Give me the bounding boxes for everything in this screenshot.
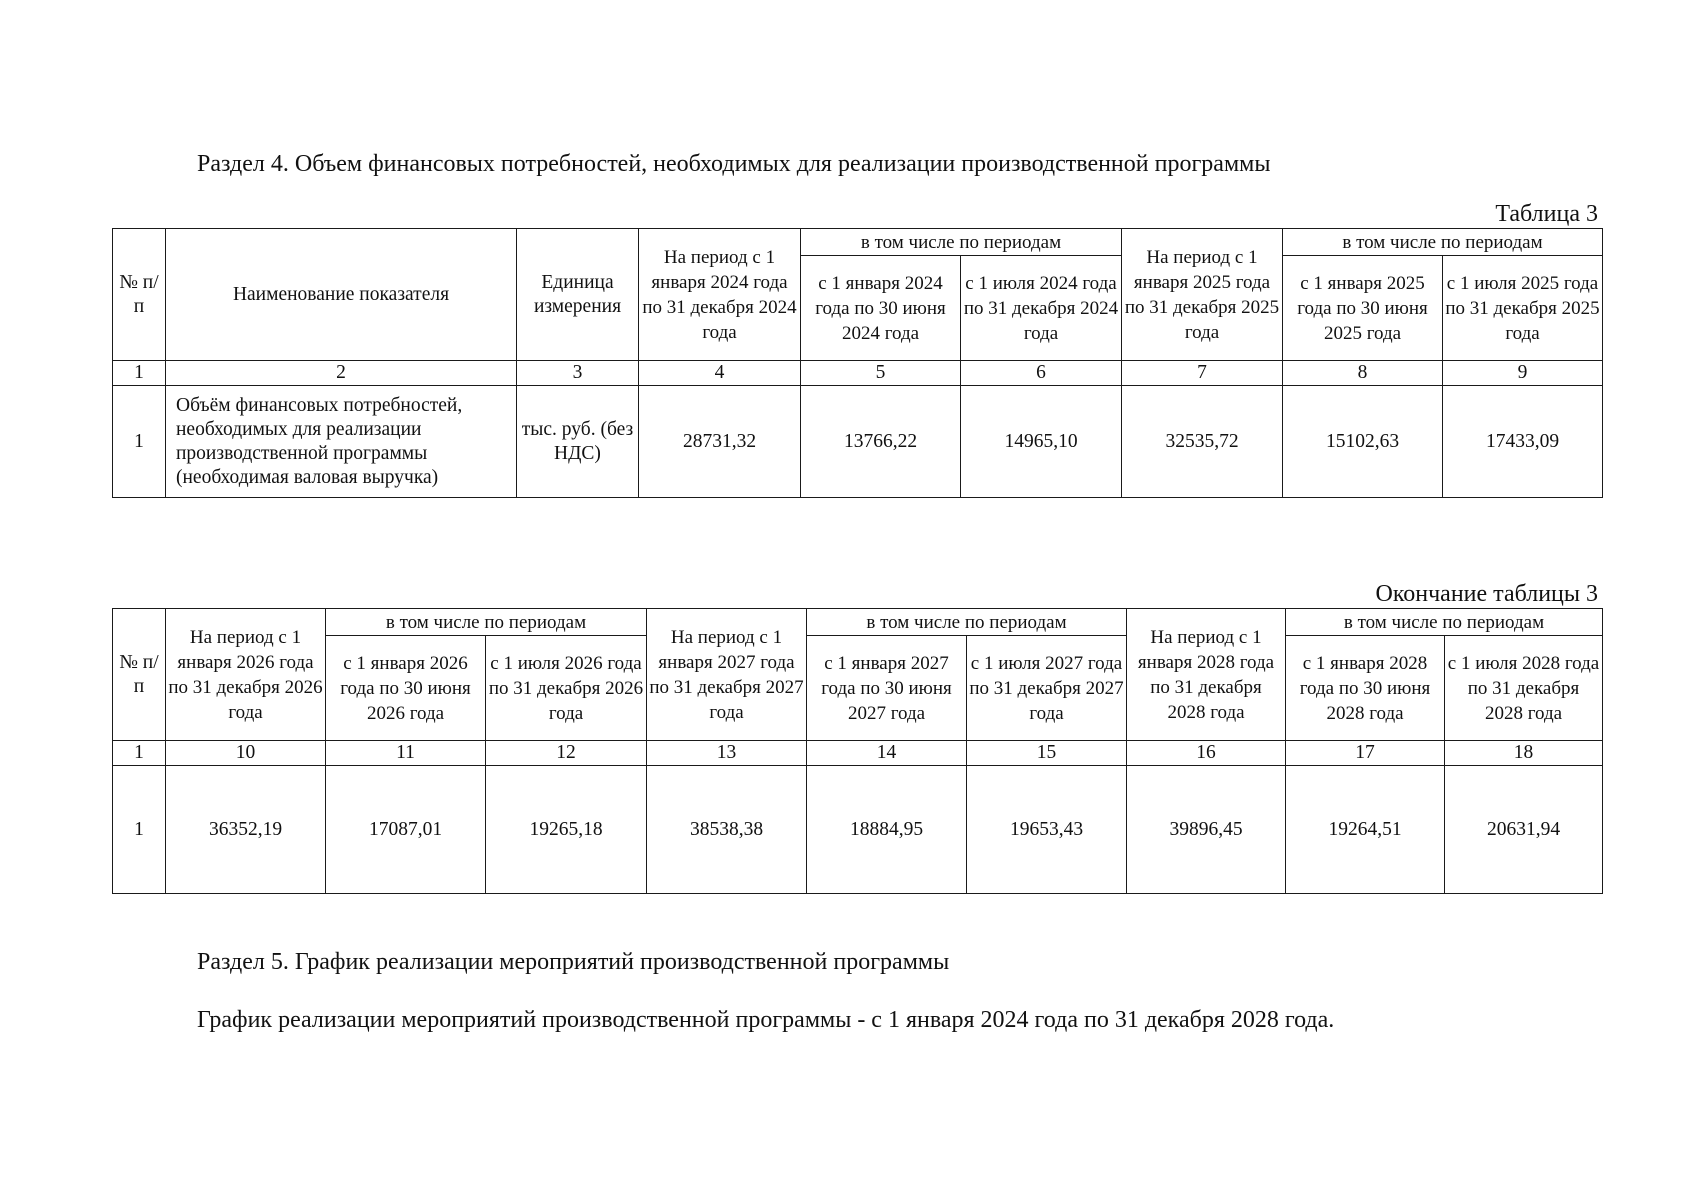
column-number: 7 xyxy=(1122,361,1283,386)
table-row xyxy=(113,766,1603,894)
header-including-periods-2028: в том числе по периодам xyxy=(1286,609,1603,636)
header-indicator-name: Наименование показателя xyxy=(166,229,517,361)
value-2026: 36352,19 xyxy=(166,766,326,894)
column-number: 18 xyxy=(1445,741,1603,766)
row-number: 1 xyxy=(113,386,166,498)
column-number: 8 xyxy=(1283,361,1443,386)
value-2027-second-half: 19653,43 xyxy=(967,766,1127,894)
schedule-statement: График реализации мероприятий производственной программы - с 1 января 2024 года по 31 декабря 2028 года. xyxy=(197,1007,1335,1033)
table-row xyxy=(113,386,1603,498)
header-2027-second-half: с 1 июля 2027 года по 31 декабря 2027 года xyxy=(967,636,1127,741)
value-2027-first-half: 18884,95 xyxy=(807,766,967,894)
column-number: 3 xyxy=(517,361,639,386)
column-number: 2 xyxy=(166,361,517,386)
table-caption: Таблица 3 xyxy=(1495,201,1598,227)
column-number: 5 xyxy=(801,361,961,386)
header-period-2027: На период с 1 января 2027 года по 31 декабря 2027 года xyxy=(647,609,807,741)
column-number: 6 xyxy=(961,361,1122,386)
header-2025-second-half: с 1 июля 2025 года по 31 декабря 2025 года xyxy=(1443,256,1603,361)
value-2026-second-half: 19265,18 xyxy=(486,766,647,894)
header-2028-second-half: с 1 июля 2028 года по 31 декабря 2028 года xyxy=(1445,636,1603,741)
header-2028-first-half: с 1 января 2028 года по 30 июня 2028 года xyxy=(1286,636,1445,741)
section-5-title: Раздел 5. График реализации мероприятий производственной программы xyxy=(197,949,950,975)
unit-of-measure: тыс. руб. (без НДС) xyxy=(517,386,639,498)
column-number: 12 xyxy=(486,741,647,766)
header-unit: Единица измерения xyxy=(517,229,639,361)
value-2025-second-half: 17433,09 xyxy=(1443,386,1603,498)
column-number: 1 xyxy=(113,741,166,766)
column-number: 17 xyxy=(1286,741,1445,766)
column-number: 1 xyxy=(113,361,166,386)
value-2024: 28731,32 xyxy=(639,386,801,498)
value-2028: 39896,45 xyxy=(1127,766,1286,894)
column-number: 13 xyxy=(647,741,807,766)
financial-needs-table xyxy=(112,228,1603,498)
header-2024-first-half: с 1 января 2024 года по 30 июня 2024 года xyxy=(801,256,961,361)
indicator-name: Объём финансовых потребностей, необходимых для реализации производственной программы (необходимая валовая выручка) xyxy=(166,386,517,498)
header-period-2026: На период с 1 января 2026 года по 31 декабря 2026 года xyxy=(166,609,326,741)
column-number: 4 xyxy=(639,361,801,386)
header-2026-second-half: с 1 июля 2026 года по 31 декабря 2026 года xyxy=(486,636,647,741)
value-2024-second-half: 14965,10 xyxy=(961,386,1122,498)
header-2026-first-half: с 1 января 2026 года по 30 июня 2026 года xyxy=(326,636,486,741)
financial-needs-table-continuation xyxy=(112,608,1603,894)
header-num: № п/п xyxy=(113,229,166,361)
header-2024-second-half: с 1 июля 2024 года по 31 декабря 2024 года xyxy=(961,256,1122,361)
section-4-title: Раздел 4. Объем финансовых потребностей, необходимых для реализации производственной программы xyxy=(197,151,1271,177)
header-including-periods-2026: в том числе по периодам xyxy=(326,609,647,636)
value-2024-first-half: 13766,22 xyxy=(801,386,961,498)
value-2025-first-half: 15102,63 xyxy=(1283,386,1443,498)
value-2028-first-half: 19264,51 xyxy=(1286,766,1445,894)
continuation-caption: Окончание таблицы 3 xyxy=(1375,581,1598,607)
header-period-2024: На период с 1 января 2024 года по 31 декабря 2024 года xyxy=(639,229,801,361)
header-2025-first-half: с 1 января 2025 года по 30 июня 2025 года xyxy=(1283,256,1443,361)
header-including-periods-2027: в том числе по периодам xyxy=(807,609,1127,636)
row-number: 1 xyxy=(113,766,166,894)
column-number: 9 xyxy=(1443,361,1603,386)
column-number: 10 xyxy=(166,741,326,766)
value-2025: 32535,72 xyxy=(1122,386,1283,498)
header-2027-first-half: с 1 января 2027 года по 30 июня 2027 года xyxy=(807,636,967,741)
header-period-2028: На период с 1 января 2028 года по 31 декабря 2028 года xyxy=(1127,609,1286,741)
header-period-2025: На период с 1 января 2025 года по 31 декабря 2025 года xyxy=(1122,229,1283,361)
value-2028-second-half: 20631,94 xyxy=(1445,766,1603,894)
header-num: № п/п xyxy=(113,609,166,741)
column-number: 16 xyxy=(1127,741,1286,766)
header-including-periods-2024: в том числе по периодам xyxy=(801,229,1122,256)
column-number: 11 xyxy=(326,741,486,766)
column-number: 14 xyxy=(807,741,967,766)
value-2026-first-half: 17087,01 xyxy=(326,766,486,894)
column-number: 15 xyxy=(967,741,1127,766)
value-2027: 38538,38 xyxy=(647,766,807,894)
header-including-periods-2025: в том числе по периодам xyxy=(1283,229,1603,256)
